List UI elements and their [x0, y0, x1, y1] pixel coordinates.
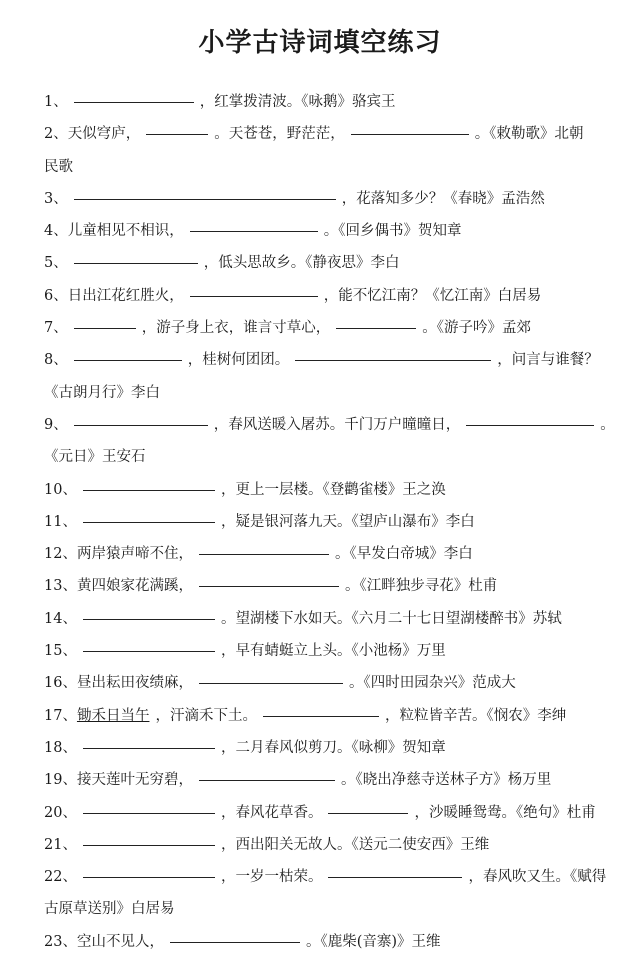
list-item-13	[44, 570, 624, 602]
item-number: 3、	[44, 190, 68, 207]
list-item-9-continued	[44, 441, 624, 473]
item-text: 。《四时田园杂兴》范成大	[348, 675, 516, 692]
answer-blank[interactable]	[199, 682, 343, 684]
answer-blank[interactable]	[74, 198, 336, 200]
item-text: ，沙暖睡鸳鸯。《绝句》杜甫	[414, 804, 596, 821]
list-item-3	[44, 183, 624, 215]
item-number: 21、	[44, 836, 77, 853]
item-number: 14、	[44, 610, 77, 627]
item-text: 。《鹿柴(音寨)》王维	[305, 933, 441, 950]
answer-blank[interactable]	[199, 553, 329, 555]
item-text: ，更上一层楼。《登鹳雀楼》王之涣	[220, 481, 446, 498]
item-text: 。《江畔独步寻花》杜甫	[344, 578, 498, 595]
item-text: 。《早发白帝城》李白	[334, 546, 473, 563]
item-text: ，桂树何团团。	[187, 352, 290, 369]
item-text: ，汗滴禾下土。	[155, 707, 257, 724]
answer-blank[interactable]	[83, 618, 215, 620]
item-number: 23、	[44, 933, 77, 950]
list-item-14	[44, 603, 624, 635]
item-text: ，游子身上衣，谁言寸草心，	[141, 320, 331, 337]
page-title: 小学古诗词填空练习	[198, 28, 442, 58]
item-number: 2、	[44, 126, 68, 143]
item-text: 儿童相见不相识，	[67, 223, 184, 240]
item-text: ，粒粒皆辛苦。《悯农》李绅	[384, 707, 567, 724]
answer-blank[interactable]	[83, 521, 215, 523]
answer-blank[interactable]	[190, 295, 318, 297]
item-text: ，疑是银河落九天。《望庐山瀑布》李白	[220, 513, 475, 530]
item-text: 。天苍苍，野茫茫，	[214, 126, 345, 143]
answer-blank[interactable]	[199, 585, 339, 587]
answer-blank[interactable]	[83, 489, 215, 491]
item-number: 12、	[44, 546, 77, 563]
filled-answer: 锄禾日当午	[76, 707, 150, 724]
item-text: 。	[600, 416, 615, 433]
answer-blank[interactable]	[74, 424, 208, 426]
answer-blank[interactable]	[83, 812, 215, 814]
list-item-8	[44, 344, 624, 376]
list-item-18	[44, 732, 624, 764]
list-item-12	[44, 538, 624, 570]
item-number: 8、	[44, 352, 68, 369]
answer-blank[interactable]	[83, 747, 215, 749]
item-number: 22、	[44, 869, 77, 886]
item-number: 19、	[44, 772, 77, 789]
item-number: 7、	[44, 320, 68, 337]
answer-blank[interactable]	[336, 327, 416, 329]
item-text: 黄四娘家花满蹊，	[76, 578, 193, 595]
item-number: 1、	[44, 94, 68, 110]
item-text: 天似穹庐，	[67, 126, 141, 143]
item-text: 古原草送别》白居易	[44, 901, 175, 918]
item-text: ，花落知多少？《春晓》孟浩然	[341, 190, 545, 207]
item-text: ，低头思故乡。《静夜思》李白	[203, 255, 400, 272]
answer-blank[interactable]	[83, 844, 215, 846]
item-text: 。《游子吟》孟郊	[422, 320, 531, 337]
list-item-20	[44, 797, 624, 829]
list-item-4	[44, 215, 624, 247]
item-text: 《元日》王安石	[44, 449, 146, 466]
list-item-1	[44, 86, 624, 118]
list-item-2	[44, 118, 624, 150]
exercise-list	[44, 86, 624, 958]
item-text: ，问言与谁餐？	[497, 352, 599, 369]
answer-blank[interactable]	[199, 779, 335, 781]
item-text: ，红掌拨清波。《咏鹅》骆宾王	[199, 94, 396, 110]
list-item-23	[44, 926, 624, 958]
item-text: ，春风吹又生。《赋得	[468, 869, 607, 886]
list-item-19	[44, 764, 624, 796]
list-item-22	[44, 861, 624, 893]
item-number: 11、	[44, 513, 77, 530]
item-text: 。《晓出净慈寺送林子方》杨万里	[340, 772, 552, 789]
list-item-15	[44, 635, 624, 667]
item-number: 16、	[44, 675, 77, 692]
item-text: ，春风花草香。	[220, 804, 323, 821]
item-number: 5、	[44, 255, 68, 272]
answer-blank[interactable]	[263, 715, 379, 717]
list-item-9	[44, 409, 624, 441]
list-item-7	[44, 312, 624, 344]
list-item-5	[44, 247, 624, 279]
item-text: ，二月春风似剪刀。《咏柳》贺知章	[220, 739, 446, 756]
list-item-11	[44, 506, 624, 538]
item-text: ，能不忆江南？《忆江南》白居易	[323, 287, 542, 304]
list-item-16	[44, 667, 624, 699]
item-number: 20、	[44, 804, 77, 821]
list-item-21	[44, 829, 624, 861]
answer-blank[interactable]	[83, 650, 215, 652]
item-text: 《古朗月行》李白	[44, 384, 160, 401]
answer-blank[interactable]	[328, 876, 462, 878]
answer-blank[interactable]	[295, 359, 491, 361]
answer-blank[interactable]	[74, 101, 194, 103]
item-text: 两岸猿声啼不住，	[76, 546, 193, 563]
list-item-2-continued	[44, 151, 624, 183]
item-text: ，一岁一枯荣。	[220, 869, 323, 886]
answer-blank[interactable]	[146, 133, 208, 135]
list-item-8-continued	[44, 377, 624, 409]
answer-blank[interactable]	[466, 424, 594, 426]
item-text: 昼出耘田夜绩麻，	[76, 675, 193, 692]
item-text: 。《回乡偶书》贺知章	[323, 223, 462, 240]
item-number: 13、	[44, 578, 77, 595]
list-item-22-continued	[44, 893, 624, 925]
item-text: ，西出阳关无故人。《送元二使安西》王维	[220, 836, 490, 853]
answer-blank[interactable]	[83, 876, 215, 878]
item-number: 10、	[44, 481, 77, 498]
list-item-6	[44, 280, 624, 312]
item-text: ，早有蜻蜓立上头。《小池杨》万里	[220, 643, 446, 660]
answer-blank[interactable]	[74, 359, 182, 361]
list-item-10	[44, 474, 624, 506]
item-text: 日出江花红胜火，	[67, 287, 184, 304]
item-number: 9、	[44, 416, 68, 433]
item-text: 空山不见人，	[76, 933, 164, 950]
list-item-17	[44, 700, 624, 732]
item-number: 17、	[44, 707, 77, 724]
item-number: 6、	[44, 287, 68, 304]
item-text: 民歌	[44, 158, 73, 175]
item-text: 接天莲叶无穷碧，	[76, 772, 193, 789]
answer-blank[interactable]	[328, 812, 408, 814]
item-text: 。《敕勒歌》北朝	[474, 126, 584, 143]
answer-blank[interactable]	[74, 262, 198, 264]
answer-blank[interactable]	[170, 941, 300, 943]
item-number: 18、	[44, 739, 77, 756]
answer-blank[interactable]	[190, 230, 318, 232]
answer-blank[interactable]	[74, 327, 136, 329]
item-text: ，春风送暖入屠苏。千门万户曈曈日，	[213, 416, 461, 433]
item-number: 15、	[44, 643, 77, 660]
answer-blank[interactable]	[351, 133, 469, 135]
item-text: 。望湖楼下水如天。《六月二十七日望湖楼醉书》苏轼	[220, 610, 562, 627]
item-number: 4、	[44, 223, 68, 240]
